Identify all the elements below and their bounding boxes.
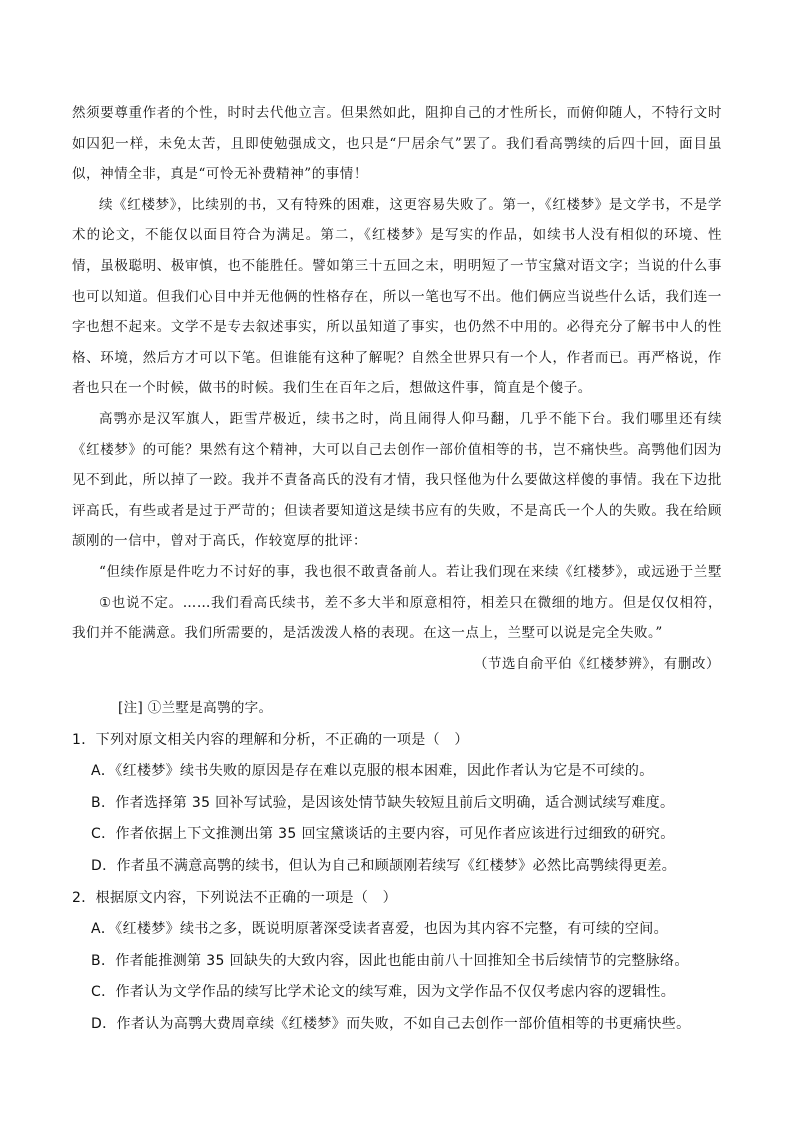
footnote-marker: ① [99, 594, 112, 611]
question-2-option-c: C．作者认为文学作品的续写比学术论文的续写难，因为文学作品不仅仅考虑内容的逻辑性。 [91, 984, 676, 1001]
footnote: [注] ①兰墅是高鹗的字。 [118, 700, 273, 716]
question-2-option-b: B．作者能推测第 35 回缺失的大致内容，因此也能由前八十回推知全书后续情节的完整脉络。 [91, 952, 689, 969]
passage-paragraph-2: 续《红楼梦》，比续别的书，又有特殊的困难，这更容易失败了。第一，《红楼梦》是文学书，不是学术的论文，不能仅以面目符合为满足。第二，《红楼梦》是写实的作品，如续书人没有相似的环境、性情，虽极聪明、极审慎，也不能胜任。譬如第三十五回之末，明明短了一节宝黛对语文字；当说的什么事也可以知道。但我们心目中并无他俩的性格存在，所以一笔也写不出。他们俩应当说些什么话，我们连一字也想不起来。文学不是专去叙述事实，所以虽知道了事实，也仍然不中用的。必得充分了解书中人的性格、环境，然后方才可以下笔。但谁能有这种了解呢？自然全世界只有一个人，作者而已。再严格说，作者也只在一个时候，做书的时候。我们生在百年之后，想做这件事，简直是个傻子。 [72, 196, 722, 397]
question-2-option-a: A．《红楼梦》续书之多，既说明原著深受读者喜爱，也因为其内容不完整，有可续的空间。 [91, 921, 668, 938]
question-1-stem: 1．下列对原文相关内容的理解和分析，不正确的一项是（ ） [72, 731, 469, 748]
question-2 [72, 883, 732, 1041]
quote-text-continued: 也说不定。……我们看高氏续书，差不多大半和原意相符，相差只在微细的地方。但是仅仅相符，我们并不能满意。我们所需要的，是活泼泼人格的表现。在这一点上，兰墅可以说是完全失败。” [72, 594, 722, 642]
question-2-option-d: D．作者认为高鹗大费周章续《红楼梦》而失败，不如自己去创作一部价值相等的书更痛快些。 [91, 1015, 691, 1032]
question-1-option-b: B．作者选择第 35 回补写试验，是因该处情节缺失较短且前后文明确，适合测试续写难度。 [91, 794, 675, 811]
question-section [72, 693, 732, 1041]
reading-passage [72, 98, 722, 679]
source-citation: （节选自俞平伯《红楼梦辨》，有删改） [473, 655, 720, 672]
question-1 [72, 725, 732, 883]
question-1-option-a: A．《红楼梦》续书失败的原因是存在难以克服的根本困难，因此作者认为它是不可续的。 [91, 763, 654, 780]
question-1-option-c: C．作者依据上下文推测出第 35 回宝黛谈话的主要内容，可见作者应该进行过细致的研究。 [91, 826, 675, 843]
question-1-option-d: D．作者虽不满意高鹗的续书，但认为自己和顾颉刚若续写《红楼梦》必然比高鹗续得更差。 [91, 857, 677, 874]
passage-paragraph-1: 然须要尊重作者的个性，时时去代他立言。但果然如此，阻抑自己的才性所长，而俯仰随人，不特行文时如囚犯一样，未免太苦，且即使勉强成文，也只是“尸居余气”罢了。我们看高鹗续的后四十回，面目虽似，神情全非，真是“可怜无补费精神”的事情！ [72, 105, 722, 183]
question-2-stem: 2．根据原文内容，下列说法不正确的一项是（ ） [72, 889, 397, 906]
quote-text: “但续作原是件吃力不讨好的事，我也很不敢責备前人。若让我们现在来续《红楼梦》，或远逊于兰墅 [99, 563, 722, 580]
passage-paragraph-3: 高鹗亦是汉军旗人，距雪芹极近，续书之时，尚且闹得人仰马翻，几乎不能下台。我们哪里还有续《红楼梦》的可能？果然有这个精神，大可以自己去创作一部价值相等的书，岂不痛快些。高鹗他们因为见不到此，所以掉了一跤。我并不責备高氏的没有才情，我只怪他为什么要做这样傻的事情。我在下边批评高氏，有些或者是过于严苛的；但读者要知道这是续书应有的失败，不是高氏一个人的失败。我在给顾颉刚的一信中，曾对于高氏，作较宽厚的批评： [72, 410, 722, 550]
passage-quote [72, 557, 722, 649]
